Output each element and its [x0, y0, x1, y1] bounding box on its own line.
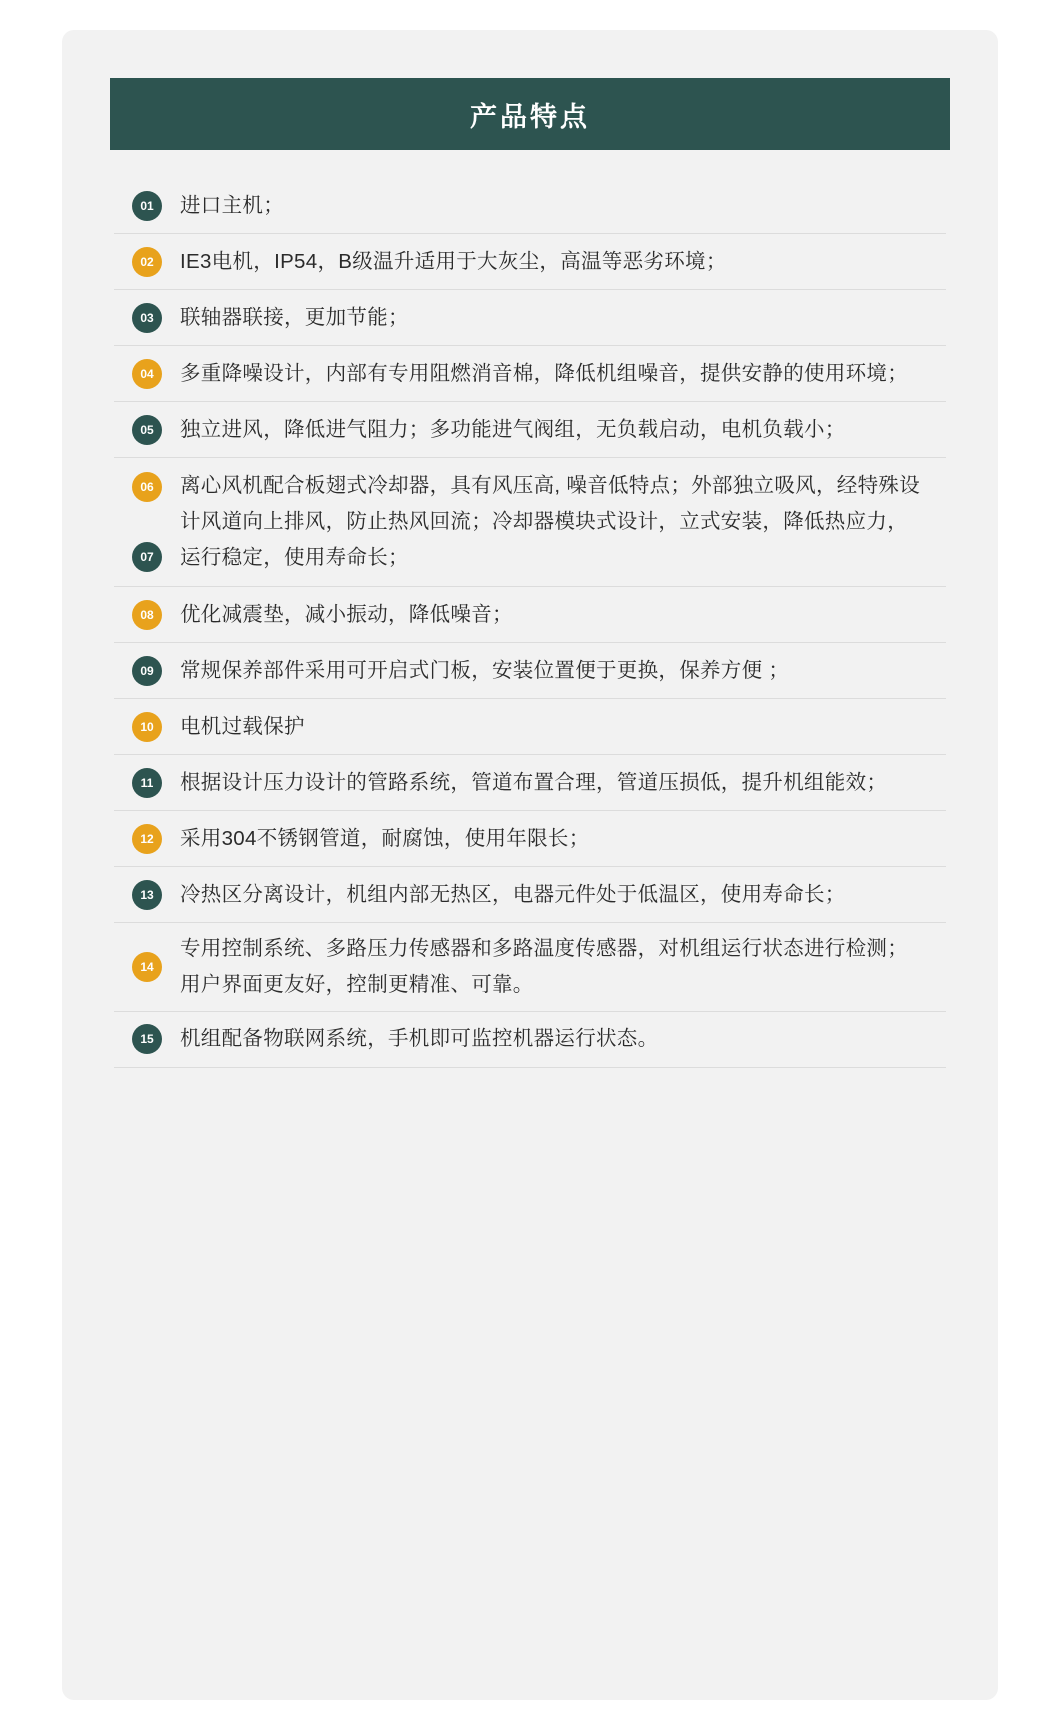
list-item [114, 346, 946, 402]
item-number-badge: 07 [132, 542, 162, 572]
item-text: 专用控制系统、多路压力传感器和多路温度传感器，对机组运行状态进行检测；用户界面更友好，控制更精准、可靠。 [180, 937, 908, 996]
item-text: 多重降噪设计，内部有专用阻燃消音棉，降低机组噪音，提供安静的使用环境； [180, 361, 908, 385]
item-number-badge: 03 [132, 303, 162, 333]
feature-list [110, 178, 950, 1068]
list-item [114, 643, 946, 699]
item-number-badge: 10 [132, 712, 162, 742]
list-item [114, 234, 946, 290]
item-text: 电机过载保护 [180, 714, 305, 738]
item-number-badge: 04 [132, 359, 162, 389]
item-text: 进口主机； [180, 193, 284, 217]
list-item [114, 923, 946, 1012]
list-item [114, 458, 946, 587]
badge-column [114, 415, 180, 445]
list-item [114, 811, 946, 867]
item-number-badge: 06 [132, 472, 162, 502]
item-number-badge: 02 [132, 247, 162, 277]
item-number-badge: 15 [132, 1024, 162, 1054]
item-text: 根据设计压力设计的管路系统，管道布置合理，管道压损低，提升机组能效； [180, 770, 888, 794]
badge-column [114, 880, 180, 910]
list-item [114, 178, 946, 234]
item-number-badge: 14 [132, 952, 162, 982]
list-item [114, 1012, 946, 1068]
list-item [114, 587, 946, 643]
list-item [114, 699, 946, 755]
item-text: 冷热区分离设计，机组内部无热区，电器元件处于低温区，使用寿命长； [180, 882, 846, 906]
badge-column [114, 712, 180, 742]
item-text: 离心风机配合板翅式冷却器，具有风压高, 噪音低特点；外部独立吸风，经特殊设计风道向上排风，防止热风回流；冷却器模块式设计，立式安装，降低热应力，运行稳定，使用寿命长； [180, 474, 920, 569]
badge-column [114, 247, 180, 277]
item-text: 机组配备物联网系统，手机即可监控机器运行状态。 [180, 1027, 659, 1051]
badge-column [114, 656, 180, 686]
badge-column [114, 303, 180, 333]
badge-column [114, 359, 180, 389]
badge-column [114, 824, 180, 854]
list-item [114, 402, 946, 458]
item-number-badge: 13 [132, 880, 162, 910]
item-number-badge: 11 [132, 768, 162, 798]
item-text: IE3电机，IP54，B级温升适用于大灰尘，高温等恶劣环境； [180, 249, 727, 273]
section-title-bar [110, 78, 950, 150]
badge-column [114, 466, 180, 578]
item-number-badge: 09 [132, 656, 162, 686]
feature-card [62, 30, 998, 1700]
item-number-badge: 01 [132, 191, 162, 221]
item-text: 独立进风，降低进气阻力；多功能进气阀组，无负载启动，电机负载小； [180, 417, 846, 441]
item-text: 常规保养部件采用可开启式门板，安装位置便于更换，保养方便 ； [180, 658, 790, 682]
item-text: 优化减震垫，减小振动，降低噪音； [180, 602, 513, 626]
badge-column [114, 768, 180, 798]
item-text: 联轴器联接，更加节能； [180, 305, 409, 329]
item-number-badge: 08 [132, 600, 162, 630]
badge-column [114, 1024, 180, 1054]
badge-column [114, 191, 180, 221]
item-number-badge: 05 [132, 415, 162, 445]
page-title: 产品特点 [470, 101, 590, 132]
list-item [114, 755, 946, 811]
item-text: 采用304不锈钢管道，耐腐蚀，使用年限长； [180, 826, 590, 850]
list-item [114, 867, 946, 923]
badge-column [114, 600, 180, 630]
list-item [114, 290, 946, 346]
item-number-badge: 12 [132, 824, 162, 854]
badge-column [114, 952, 180, 982]
